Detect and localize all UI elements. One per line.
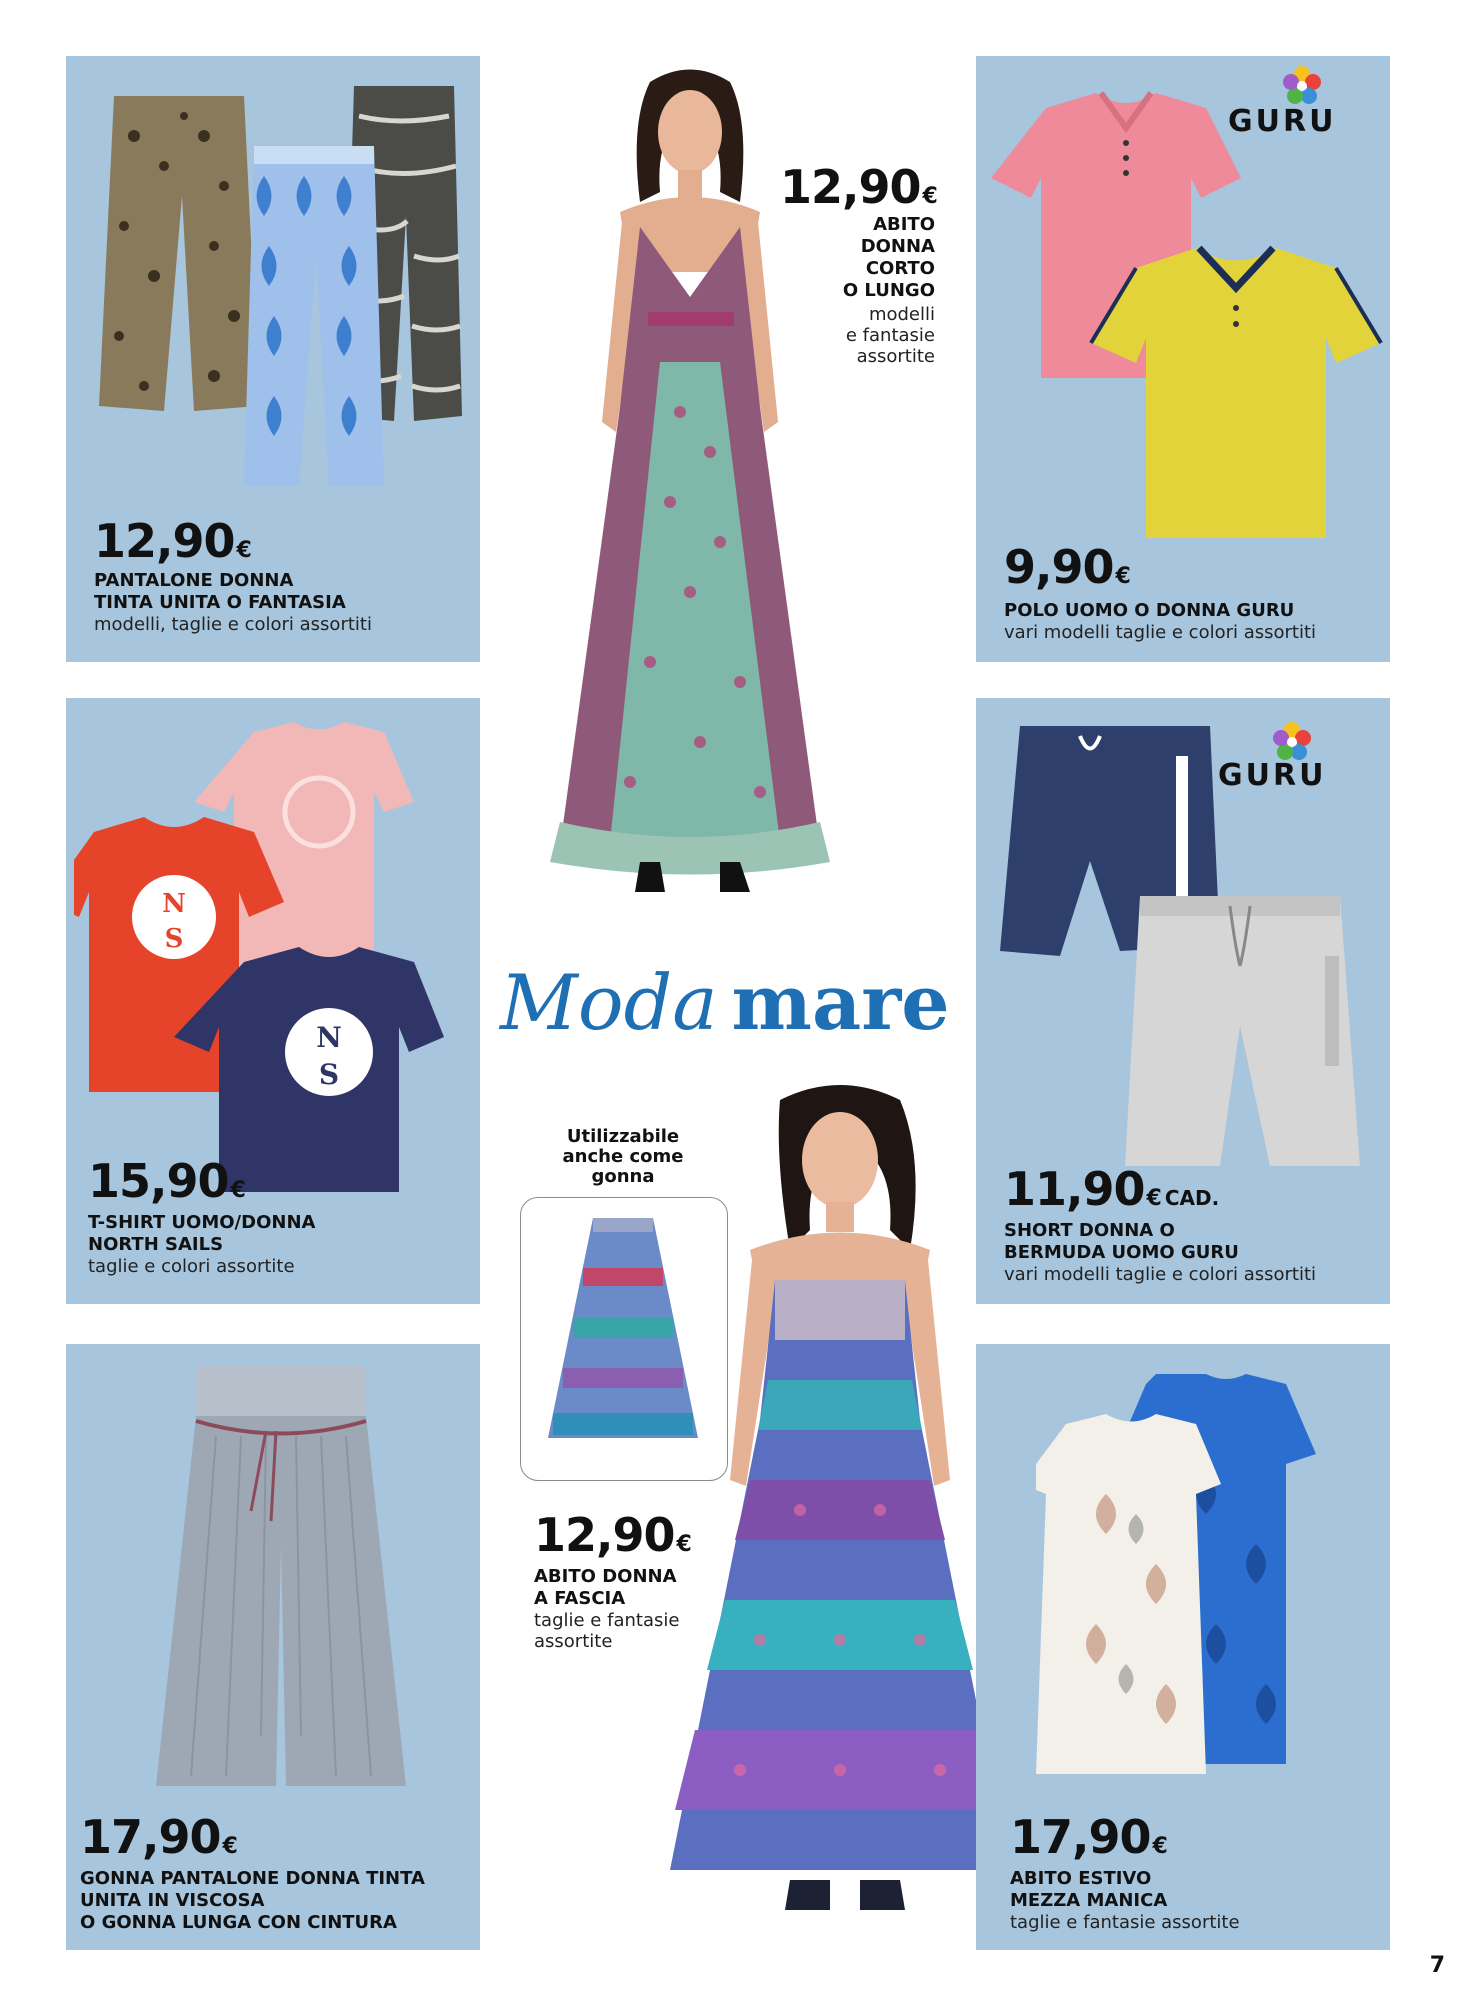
product-title xyxy=(88,1212,315,1256)
product-card-tshirt[interactable] xyxy=(66,698,480,1304)
price-amount: 9,90 xyxy=(1004,540,1114,594)
price xyxy=(80,1810,237,1864)
product-subtitle: vari modelli taglie e colori assortiti xyxy=(1004,1264,1317,1285)
title-line: A FASCIA xyxy=(534,1588,626,1609)
palazzo-pants-image xyxy=(146,1356,416,1796)
product-title-abito-corto xyxy=(843,214,935,302)
banner-word-mare: mare xyxy=(731,958,950,1047)
price-amount: 12,90 xyxy=(780,160,921,214)
guru-logo: GURU xyxy=(1218,758,1327,793)
title-line: GONNA PANTALONE DONNA TINTA xyxy=(80,1868,425,1889)
title-line: CORTO xyxy=(865,258,935,279)
product-subtitle: taglie e colori assortite xyxy=(88,1256,295,1277)
price-amount: 12,90 xyxy=(534,1508,675,1562)
product-title xyxy=(80,1868,425,1934)
product-subtitle: modelli, taglie e colori assortiti xyxy=(94,614,372,635)
currency-symbol: € xyxy=(1115,564,1130,589)
subtitle-line: assortite xyxy=(534,1631,613,1652)
price-amount: 11,90 xyxy=(1004,1162,1145,1216)
title-line: POLO UOMO O DONNA GURU xyxy=(1004,600,1295,621)
currency-symbol: € xyxy=(1146,1186,1161,1211)
title-line: BERMUDA UOMO GURU xyxy=(1004,1242,1239,1263)
title-line: ABITO ESTIVO xyxy=(1010,1868,1152,1889)
product-card-gonna[interactable] xyxy=(66,1344,480,1950)
price xyxy=(88,1154,245,1208)
title-line: O LUNGO xyxy=(842,280,935,301)
svg-text:N: N xyxy=(316,1021,342,1054)
product-title xyxy=(1004,600,1294,622)
pants-image xyxy=(94,76,464,496)
product-title xyxy=(94,570,346,614)
price-abito-fascia xyxy=(534,1508,691,1562)
svg-text:S: S xyxy=(164,924,184,954)
title-line: UNITA IN VISCOSA xyxy=(80,1890,265,1911)
title-line: NORTH SAILS xyxy=(88,1234,224,1255)
tshirts-image xyxy=(74,712,474,1192)
currency-symbol: € xyxy=(1152,1834,1167,1859)
section-banner xyxy=(500,958,950,1047)
price-amount: 17,90 xyxy=(1010,1810,1151,1864)
title-line: O GONNA LUNGA CON CINTURA xyxy=(80,1912,397,1933)
currency-symbol: € xyxy=(236,538,251,563)
title-line: ABITO DONNA xyxy=(534,1566,677,1587)
product-subtitle: taglie e fantasie assortite xyxy=(1010,1912,1240,1933)
shorts-image xyxy=(990,716,1380,1166)
price-amount: 12,90 xyxy=(94,514,235,568)
product-subtitle: vari modelli taglie e colori assortiti xyxy=(1004,622,1317,643)
banner-word-moda: Moda xyxy=(500,958,718,1047)
note-line: anche come xyxy=(562,1146,684,1167)
page-number: 7 xyxy=(1429,1953,1445,1978)
price-unit: CAD. xyxy=(1164,1186,1220,1210)
price xyxy=(1010,1810,1167,1864)
product-subtitle-abito-fascia xyxy=(534,1610,679,1652)
title-line: SHORT DONNA O xyxy=(1004,1220,1175,1241)
currency-symbol: € xyxy=(676,1532,691,1557)
title-line: MEZZA MANICA xyxy=(1010,1890,1168,1911)
product-title xyxy=(1010,1868,1167,1912)
subtitle-line: taglie e fantasie xyxy=(534,1610,680,1631)
currency-symbol: € xyxy=(222,1834,237,1859)
product-card-abito-estivo[interactable] xyxy=(976,1344,1390,1950)
title-line: DONNA xyxy=(860,236,935,257)
price-amount: 17,90 xyxy=(80,1810,221,1864)
title-line: T-SHIRT UOMO/DONNA xyxy=(88,1212,316,1233)
polo-shirts-image xyxy=(986,68,1386,538)
currency-symbol: € xyxy=(922,184,937,209)
guru-logo: GURU xyxy=(1228,104,1337,139)
title-line: ABITO xyxy=(873,214,935,235)
note-line: gonna xyxy=(591,1166,655,1187)
currency-symbol: € xyxy=(230,1178,245,1203)
subtitle-line: modelli xyxy=(868,304,935,325)
price-abito-corto xyxy=(780,160,937,214)
subtitle-line: e fantasie xyxy=(845,325,935,346)
title-line: TINTA UNITA O FANTASIA xyxy=(94,592,346,613)
product-subtitle-abito-corto xyxy=(846,304,935,367)
price xyxy=(94,514,251,568)
price-amount: 15,90 xyxy=(88,1154,229,1208)
title-line: PANTALONE DONNA xyxy=(94,570,294,591)
subtitle-line: assortite xyxy=(856,346,935,367)
product-card-pantalone[interactable] xyxy=(66,56,480,662)
summer-dresses-image xyxy=(1036,1364,1336,1784)
svg-text:N: N xyxy=(162,889,186,919)
note-line: Utilizzabile xyxy=(566,1126,680,1147)
svg-text:S: S xyxy=(318,1058,340,1091)
product-title-abito-fascia xyxy=(534,1566,677,1610)
product-card-polo[interactable] xyxy=(976,56,1390,662)
price xyxy=(1004,540,1130,594)
